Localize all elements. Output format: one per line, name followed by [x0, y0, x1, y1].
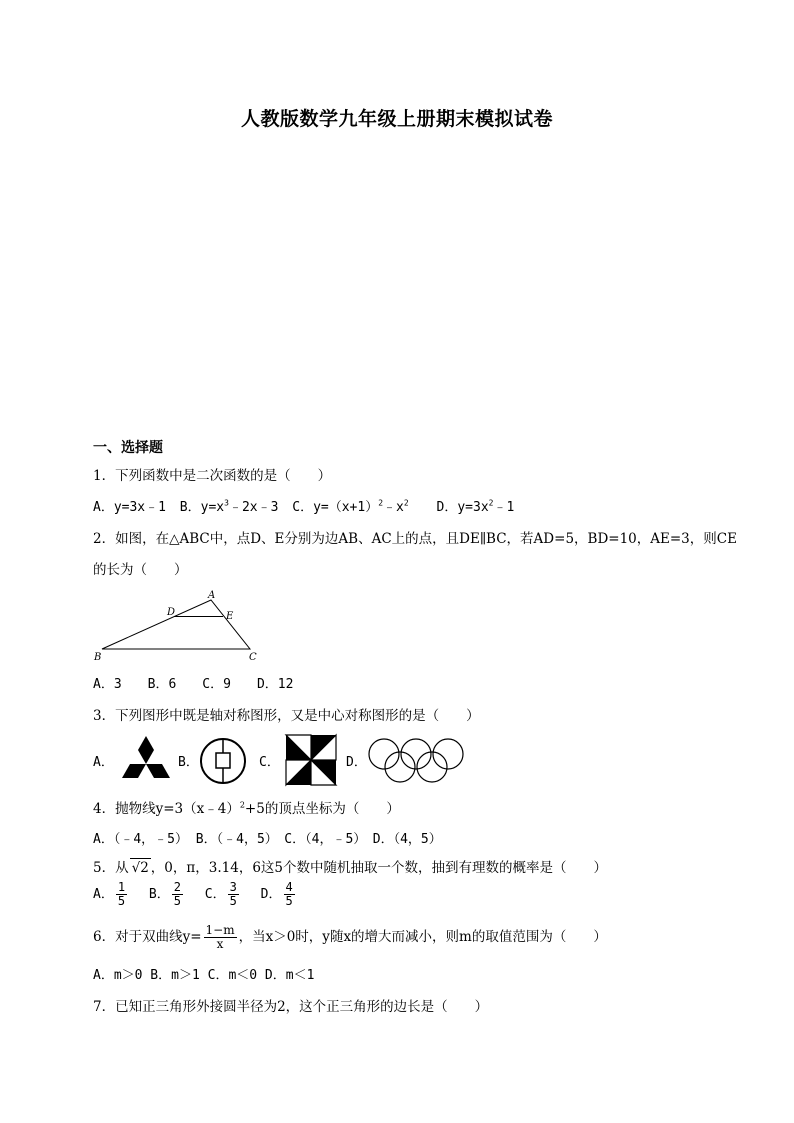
- section-heading: 一、选择题: [93, 440, 163, 456]
- diamond-left: [122, 764, 146, 778]
- q3-option-c-label: C．: [259, 755, 280, 770]
- label-a: A: [208, 590, 216, 601]
- q3-option-a-label: A．: [93, 755, 114, 770]
- question-5-options: [93, 881, 297, 908]
- triangle-figure: [90, 588, 270, 664]
- coin-figure: [198, 736, 248, 786]
- q3-option-b-label: B．: [178, 755, 199, 770]
- label-c: C: [249, 652, 257, 663]
- q1-option-b: B．$y=x^3﹣2x﹣3$: [179, 498, 279, 515]
- question-2-stem-line1: 2．如图，在△ABC中，点D、E分别为边AB、AC上的点，且DE∥BC，若AD=5，BD=10，AE=3，则CE: [93, 531, 737, 547]
- question-1-stem: 1．下列函数中是二次函数的是（ ）: [93, 468, 332, 484]
- q5-option-d: D． $\frac{4}{5}$: [260, 880, 293, 908]
- coin-square-hole: [216, 753, 230, 768]
- question-4-options: A．（﹣4，﹣5） B．（﹣4，5） C．（4，﹣5） D．（4，5）: [93, 832, 442, 847]
- pinwheel-figure: [282, 731, 340, 789]
- q1-option-c: C．$y=(x+1)^2﹣x^2$: [292, 498, 409, 515]
- diamond-right: [146, 764, 170, 778]
- q1-option-a: A．y=3x﹣1: [93, 500, 166, 515]
- question-7-stem: 7．已知正三角形外接圆半径为2，这个正三角形的边长是（ ）: [93, 999, 489, 1015]
- question-2-options: A．3 B．6 C．9 D．12: [93, 677, 294, 692]
- ring-4: [385, 752, 415, 782]
- ring-1: [369, 739, 399, 769]
- label-d: D: [167, 607, 176, 618]
- label-b: B: [94, 652, 102, 663]
- sqrt-2: √2: [131, 860, 149, 876]
- q1-option-d: D．$y=3x^2﹣1$: [436, 498, 515, 515]
- mitsubishi-logo-figure: [115, 734, 177, 786]
- question-5-stem: 5．从 √2 ，0，π，3.14，6这5个数中随机抽取一个数，抽到有理数的概率是（ ）: [93, 860, 607, 876]
- ring-3: [433, 739, 463, 769]
- triangle-abc: [102, 600, 250, 649]
- q5-option-a: A． $\frac{1}{5}$: [93, 880, 126, 908]
- pinwheel-blade-8: [286, 735, 311, 760]
- q5-option-c: C． $\frac{3}{5}$: [204, 880, 237, 908]
- q5-option-b: B． $\frac{2}{5}$: [148, 880, 181, 908]
- page-title: 人教版数学九年级上册期末模拟试卷: [240, 108, 553, 130]
- question-4-stem: 4．抛物线y=3（x﹣4）$^2$+5的顶点坐标为（ ）: [93, 800, 400, 817]
- q3-option-d-label: D．: [346, 755, 367, 770]
- ring-2: [401, 739, 431, 769]
- question-1-options: [93, 499, 514, 517]
- question-3-stem: 3．下列图形中既是轴对称图形，又是中心对称图形的是（ ）: [93, 708, 480, 724]
- label-e: E: [226, 611, 234, 622]
- olympic-rings-figure: [366, 736, 466, 786]
- ring-5: [417, 752, 447, 782]
- diamond-top: [138, 736, 154, 764]
- question-6-options: A．m＞0 B．m＞1 C．m＜0 D．m＜1: [93, 968, 315, 983]
- question-6-stem: 6．对于双曲线y= $\frac{1-m}{x}$ ，当x＞0时，y随x的增大而减小，则m的取值范围为（ ）: [93, 923, 607, 951]
- question-2-stem-line2: 的长为（ ）: [93, 562, 188, 578]
